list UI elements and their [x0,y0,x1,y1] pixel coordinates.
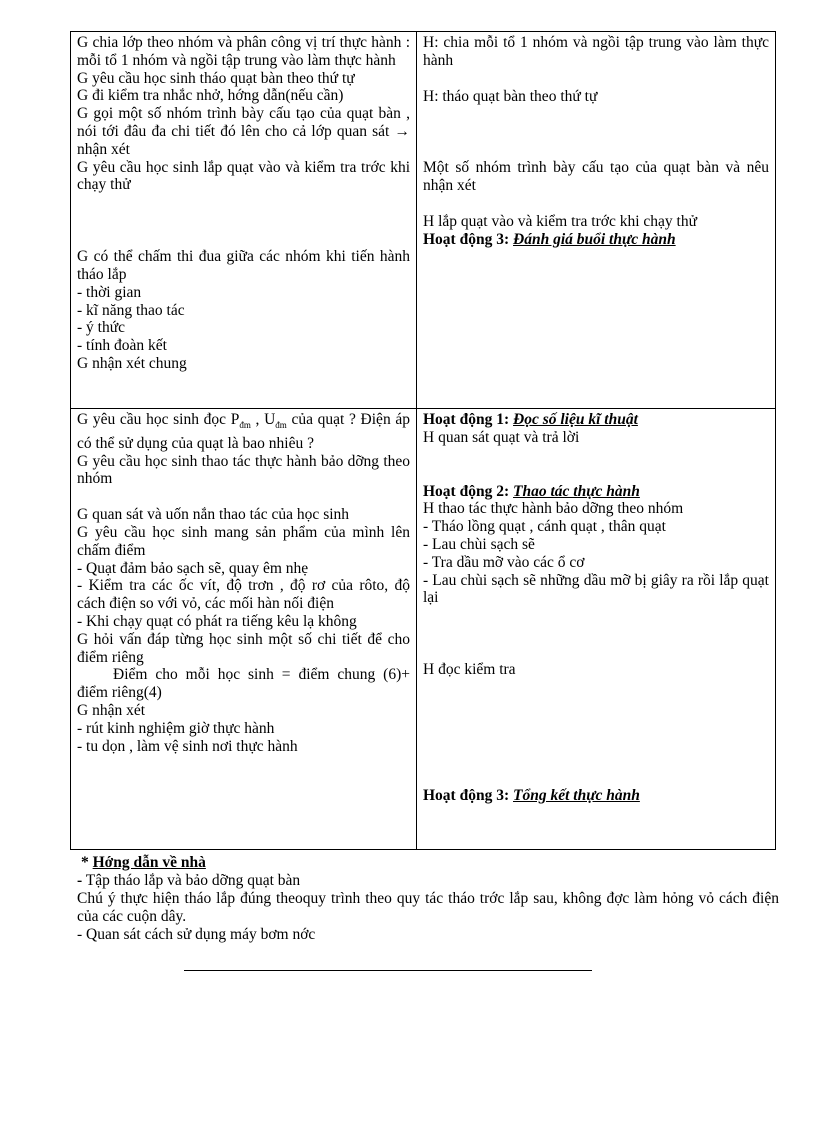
list-item: - Tra dầu mỡ vào các ổ cơ [423,553,585,571]
list-item: - thời gian [77,283,142,301]
lesson-table [70,31,776,850]
list-item: H: chia mỗi tổ 1 nhóm và ngồi tập trung vào làm thực hành [423,34,769,69]
list-item: G chia lớp theo nhóm và phân công vị trí thực hành : mỗi tổ 1 nhóm và ngồi tập trung vào làm thực hành [77,34,410,69]
student-activities-cell [417,32,776,409]
list-item: G yêu cầu học sinh mang sản phẩm của mình lên chấm điểm [77,524,410,559]
activity-heading: Hoạt động 2: Thao tác thực hành [423,482,640,500]
list-item: Một số nhóm trình bày cấu tạo của quạt bàn và nêu nhận xét [423,159,769,195]
list-item: - Lau chùi sạch sẽ [423,535,535,553]
list-item: - Quạt đảm bảo sạch sẽ, quay êm nhẹ [77,559,309,577]
list-item: - tính đoàn kết [77,337,167,355]
table-row [71,32,776,409]
list-item: G yêu cầu học sinh thao tác thực hành bảo dỡng theo nhóm [77,452,410,488]
list-item: - Kiểm tra các ốc vít, độ trơn , độ rơ của rôto, độ cách điện so với vỏ, các mối hàn nối điện [77,577,410,613]
activity-title: Tổng kết thực hành [513,786,640,804]
list-item: - Tập tháo lắp và bảo dỡng quạt bàn [77,872,301,889]
list-item: G quan sát và uốn nắn thao tác của học sinh [77,506,350,524]
teacher-activities-cell [71,409,417,850]
list-item: H: tháo quạt bàn theo thứ tự [423,87,598,105]
list-item: H lắp quạt vào và kiểm tra trớc khi chạy thử [423,212,697,230]
list-item: H quan sát quạt và trả lời [423,428,580,446]
list-item: G đi kiểm tra nhắc nhở, hớng dẫn(nếu cần) [77,87,344,105]
list-item: - kĩ năng thao tác [77,301,185,319]
list-item: G nhận xét chung [77,354,187,372]
list-item: G yêu cầu học sinh đọc $P_{đm}$ , $U_{đm}$ của quạt ? Điện áp có thể sử dụng của quạt là bao nhiêu ? [77,411,410,452]
list-item: G nhận xét [77,702,146,720]
student-activities-cell [417,409,776,850]
activity-title: Đánh giá buổi thực hành [513,230,676,248]
teacher-activities-cell [71,32,417,409]
list-item: Chú ý thực hiện tháo lắp đúng theoquy trình theo quy tác tháo trớc lắp sau, không đợc làm hỏng vỏ cách điện của các cuộn dây. [77,890,779,925]
list-item: - ý thức [77,319,125,337]
list-item: - Quan sát cách sử dụng máy bơm nớc [77,926,316,943]
list-item: G có thể chấm thi đua giữa các nhóm khi tiến hành tháo lắp [77,248,410,283]
activity-heading: Hoạt động 3: Tổng kết thực hành [423,786,640,804]
list-item: G yêu cầu học sinh tháo quạt bàn theo thứ tự [77,69,355,87]
activity-title: Thao tác thực hành [513,482,640,500]
list-item: H thao tác thực hành bảo dỡng theo nhóm [423,500,684,518]
table-row [71,409,776,850]
list-item: G hỏi vấn đáp từng học sinh một số chi tiết để cho điểm riêng [77,630,410,666]
activity-heading: Hoạt động 3: Đánh giá buổi thực hành [423,230,676,248]
activity-heading: Hoạt động 1: Đọc số liệu kĩ thuật [423,411,638,428]
list-item: - Tháo lồng quạt , cánh quạt , thân quạt [423,518,666,536]
homework-title: * Hớng dẫn về nhà [81,854,206,871]
divider [184,970,592,971]
activity-title: Đọc số liệu kĩ thuật [513,411,638,428]
list-item: G gọi một số nhóm trình bày cấu tạo của quạt bàn , nói tới đâu đa chi tiết đó lên cho cả lớp quan sát → nhận xét [77,105,410,158]
list-item: - rút kinh nghiệm giờ thực hành [77,719,275,737]
list-item: - tu dọn , làm vệ sinh nơi thực hành [77,737,298,755]
list-item: Điểm cho mỗi học sinh = điểm chung (6)+ điểm riêng(4) [77,666,410,702]
homework-section [77,854,779,944]
list-item: G yêu cầu học sinh lắp quạt vào và kiểm tra trớc khi chạy thử [77,158,410,194]
list-item: - Lau chùi sạch sẽ những dầu mỡ bị giây ra rồi lắp quạt lại [423,571,769,607]
list-item: - Khi chạy quạt có phát ra tiếng kêu lạ không [77,613,357,631]
list-item: H đọc kiểm tra [423,661,516,679]
